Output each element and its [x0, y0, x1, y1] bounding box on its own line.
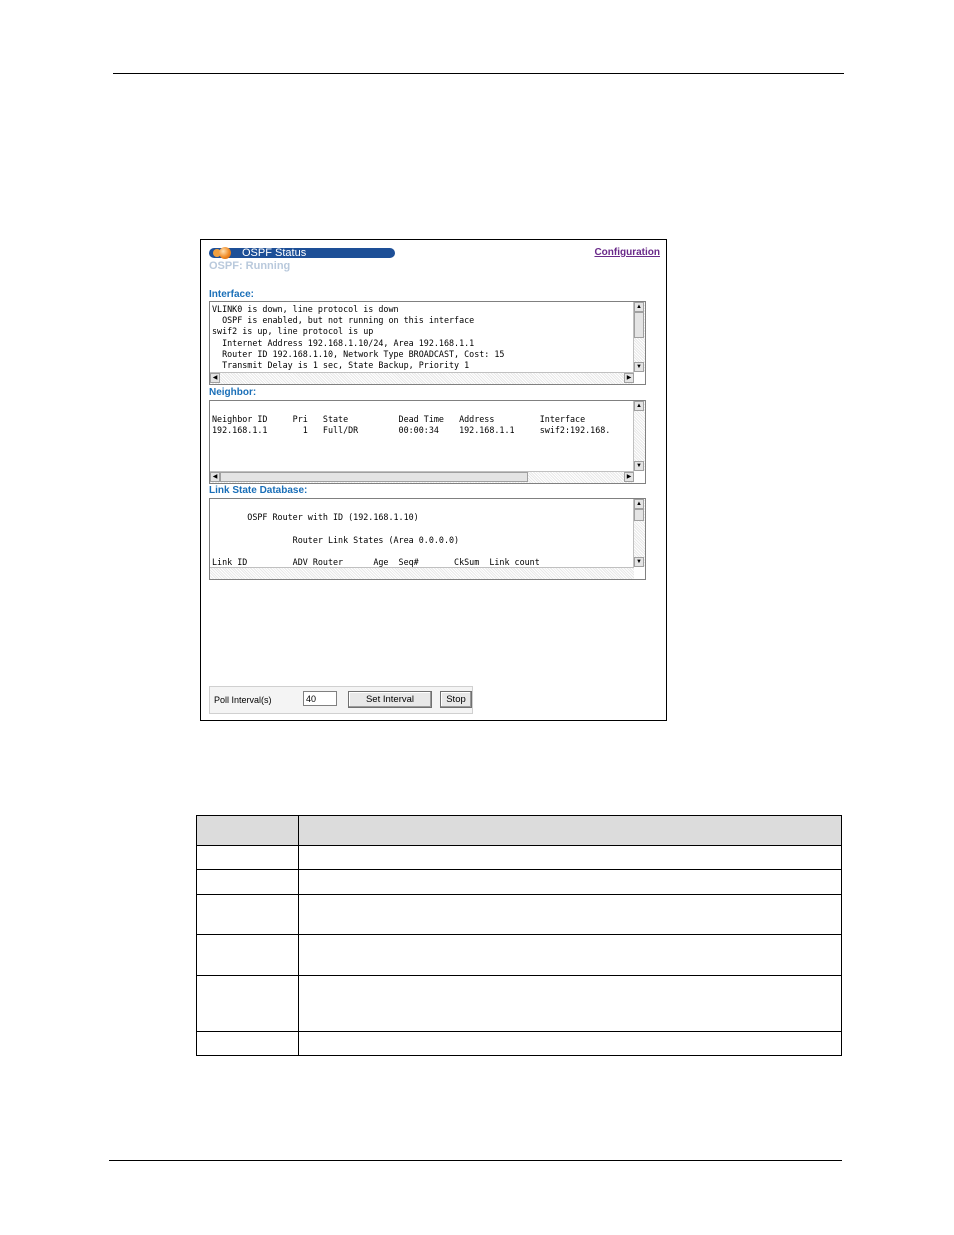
title-bar: [209, 248, 395, 258]
interface-label: Interface:: [209, 289, 255, 300]
link-state-database-text: OSPF Router with ID (192.168.1.10) Router Link States (Area 0.0.0.0) Link ID ADV Router Age Seq# CkSum Link count: [212, 512, 540, 568]
table-cell: [299, 1032, 842, 1056]
table-cell: [299, 870, 842, 895]
scroll-right-icon[interactable]: ▶: [624, 373, 634, 383]
field-description-table: [196, 815, 842, 1056]
scroll-left-icon[interactable]: ◀: [210, 373, 220, 383]
table-cell: [197, 895, 299, 935]
table-cell: [197, 846, 299, 870]
interface-text: VLINK0 is down, line protocol is down OSPF is enabled, but not running on this interface swif2 is up, line protocol is up Internet Address 192.168.1.10/24, Area 192.168.1.1 Router ID 192.168.1.10, Network Type BROADCAST, Cost: 15 Transmit Delay is 1 sec, State Backup, Priority 1: [212, 304, 505, 371]
table-row: [197, 870, 842, 895]
table-cell: [197, 1032, 299, 1056]
neighbor-hscroll[interactable]: [210, 471, 634, 483]
neighbor-textbox[interactable]: [209, 400, 646, 484]
table-header-cell: [197, 816, 299, 846]
scroll-thumb[interactable]: [634, 312, 644, 338]
table-row: [197, 935, 842, 976]
ospf-status-screenshot: [200, 239, 667, 721]
stop-button[interactable]: Stop: [440, 691, 472, 708]
orange-orb-icon: [219, 247, 231, 259]
table-cell: [299, 895, 842, 935]
scroll-thumb[interactable]: [634, 509, 644, 521]
scroll-down-icon[interactable]: ▼: [634, 557, 644, 567]
interface-hscroll[interactable]: [210, 372, 634, 384]
scroll-thumb[interactable]: [220, 472, 528, 482]
lsdb-hscroll[interactable]: [210, 567, 634, 579]
link-state-database-label: Link State Database:: [209, 485, 308, 496]
table-header-row: [197, 816, 842, 846]
table-cell: [299, 935, 842, 976]
lsdb-vscroll[interactable]: [633, 499, 645, 567]
table-cell: [197, 976, 299, 1032]
table-row: [197, 895, 842, 935]
ospf-running-status: OSPF: Running: [209, 260, 291, 272]
scroll-right-icon[interactable]: ▶: [624, 472, 634, 482]
table-row: [197, 976, 842, 1032]
neighbor-label: Neighbor:: [209, 387, 257, 398]
table-cell: [299, 976, 842, 1032]
table-cell: [299, 846, 842, 870]
link-state-database-textbox[interactable]: [209, 498, 646, 580]
set-interval-button[interactable]: Set Interval: [348, 691, 432, 708]
header-rule: [113, 73, 844, 74]
interface-textbox[interactable]: [209, 301, 646, 385]
configuration-link[interactable]: Configuration: [594, 247, 660, 258]
table-row: [197, 846, 842, 870]
scroll-down-icon[interactable]: ▼: [634, 362, 644, 372]
neighbor-vscroll[interactable]: [633, 401, 645, 471]
poll-interval-input[interactable]: 40: [303, 691, 337, 706]
footer-rule: [109, 1160, 842, 1161]
interface-vscroll[interactable]: [633, 302, 645, 372]
scroll-up-icon[interactable]: ▲: [634, 302, 644, 312]
table-row: [197, 1032, 842, 1056]
table-cell: [197, 870, 299, 895]
scroll-down-icon[interactable]: ▼: [634, 461, 644, 471]
scroll-up-icon[interactable]: ▲: [634, 499, 644, 509]
scroll-up-icon[interactable]: ▲: [634, 401, 644, 411]
table-header-cell: [299, 816, 842, 846]
poll-interval-bar: [209, 686, 473, 714]
scroll-left-icon[interactable]: ◀: [210, 472, 220, 482]
screen-title: OSPF Status: [242, 247, 307, 259]
poll-interval-label: Poll Interval(s): [214, 695, 272, 705]
table-cell: [197, 935, 299, 976]
neighbor-text: Neighbor ID Pri State Dead Time Address Interface 192.168.1.1 1 Full/DR 00:00:34 192.168.1.1 swif2:192.168.: [212, 414, 611, 436]
